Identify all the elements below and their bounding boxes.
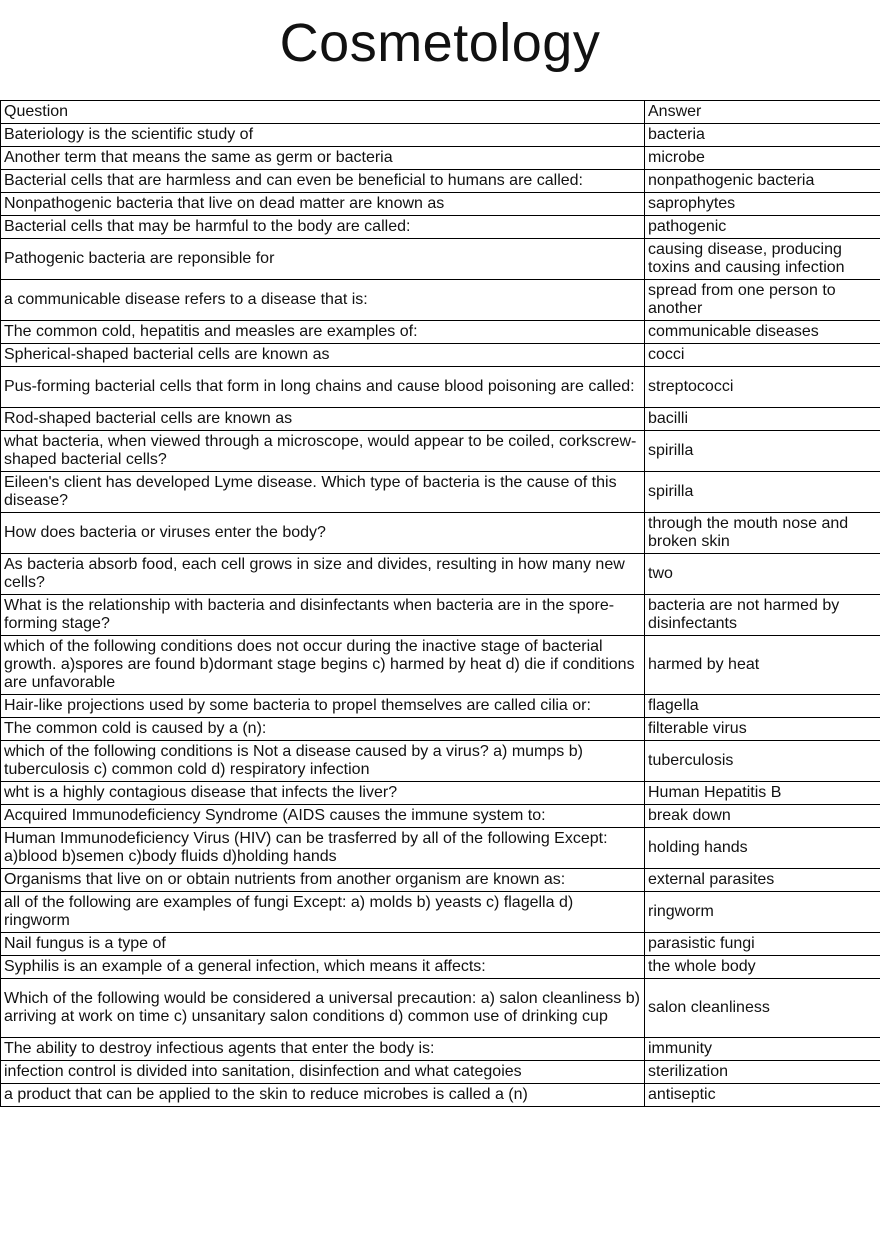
table-row [1, 431, 880, 472]
answer-cell: causing disease, producing toxins and causing infection [645, 239, 880, 280]
table-row [1, 513, 880, 554]
table-row [1, 933, 880, 956]
answer-cell: bacteria [645, 124, 880, 147]
table-row [1, 636, 880, 695]
question-cell: wht is a highly contagious disease that infects the liver? [1, 782, 645, 805]
answer-cell: parasistic fungi [645, 933, 880, 956]
table-row [1, 956, 880, 979]
question-cell: Spherical-shaped bacterial cells are known as [1, 344, 645, 367]
question-cell: As bacteria absorb food, each cell grows in size and divides, resulting in how many new cells? [1, 554, 645, 595]
question-cell: Acquired Immunodeficiency Syndrome (AIDS causes the immune system to: [1, 805, 645, 828]
table-row [1, 193, 880, 216]
page-title: Cosmetology [279, 13, 601, 73]
table-row [1, 554, 880, 595]
answer-cell: ringworm [645, 892, 880, 933]
answer-cell: through the mouth nose and broken skin [645, 513, 880, 554]
table-row [1, 805, 880, 828]
question-cell: Bacterial cells that may be harmful to the body are called: [1, 216, 645, 239]
answer-cell: cocci [645, 344, 880, 367]
question-cell: How does bacteria or viruses enter the body? [1, 513, 645, 554]
answer-cell: filterable virus [645, 718, 880, 741]
table-row [1, 718, 880, 741]
question-cell: Eileen's client has developed Lyme disease. Which type of bacteria is the cause of this disease? [1, 472, 645, 513]
table-row [1, 408, 880, 431]
question-cell: which of the following conditions does not occur during the inactive stage of bacterial growth. a)spores are found b)dormant stage begins c) harmed by heat d) die if conditions are unfavorable [1, 636, 645, 695]
table-row [1, 1038, 880, 1061]
table-row [1, 741, 880, 782]
question-cell: a product that can be applied to the skin to reduce microbes is called a (n) [1, 1084, 645, 1107]
header-answer: Answer [645, 101, 880, 124]
answer-cell: external parasites [645, 869, 880, 892]
table-row [1, 828, 880, 869]
answer-cell: immunity [645, 1038, 880, 1061]
answer-cell: Human Hepatitis B [645, 782, 880, 805]
answer-cell: holding hands [645, 828, 880, 869]
table-row [1, 979, 880, 1038]
answer-cell: antiseptic [645, 1084, 880, 1107]
answer-cell: sterilization [645, 1061, 880, 1084]
table-row [1, 147, 880, 170]
table-row [1, 170, 880, 193]
answer-cell: harmed by heat [645, 636, 880, 695]
question-cell: Pathogenic bacteria are reponsible for [1, 239, 645, 280]
answer-cell: microbe [645, 147, 880, 170]
header-question: Question [1, 101, 645, 124]
question-cell: Nail fungus is a type of [1, 933, 645, 956]
table-row [1, 869, 880, 892]
question-cell: The ability to destroy infectious agents that enter the body is: [1, 1038, 645, 1061]
question-cell: what bacteria, when viewed through a microscope, would appear to be coiled, corkscrew-shaped bacterial cells? [1, 431, 645, 472]
answer-cell: salon cleanliness [645, 979, 880, 1038]
table-row [1, 472, 880, 513]
question-cell: Organisms that live on or obtain nutrients from another organism are known as: [1, 869, 645, 892]
question-cell: infection control is divided into sanitation, disinfection and what categoies [1, 1061, 645, 1084]
question-cell: Syphilis is an example of a general infection, which means it affects: [1, 956, 645, 979]
answer-cell: tuberculosis [645, 741, 880, 782]
table-row [1, 344, 880, 367]
table-header-row [1, 101, 880, 124]
question-cell: all of the following are examples of fungi Except: a) molds b) yeasts c) flagella d) ringworm [1, 892, 645, 933]
table-row [1, 595, 880, 636]
question-cell: Hair-like projections used by some bacteria to propel themselves are called cilia or: [1, 695, 645, 718]
question-cell: Bateriology is the scientific study of [1, 124, 645, 147]
answer-cell: saprophytes [645, 193, 880, 216]
answer-cell: spirilla [645, 431, 880, 472]
table-row [1, 367, 880, 408]
question-cell: Human Immunodeficiency Virus (HIV) can be trasferred by all of the following Except: a)blood b)semen c)body fluids d)holding hands [1, 828, 645, 869]
answer-cell: bacilli [645, 408, 880, 431]
table-row [1, 1084, 880, 1107]
answer-cell: streptococci [645, 367, 880, 408]
question-cell: a communicable disease refers to a disease that is: [1, 280, 645, 321]
answer-cell: flagella [645, 695, 880, 718]
answer-cell: spirilla [645, 472, 880, 513]
question-cell: which of the following conditions is Not a disease caused by a virus? a) mumps b) tuberculosis c) common cold d) respiratory infection [1, 741, 645, 782]
answer-cell: spread from one person to another [645, 280, 880, 321]
answer-cell: two [645, 554, 880, 595]
table-row [1, 695, 880, 718]
question-cell: Bacterial cells that are harmless and can even be beneficial to humans are called: [1, 170, 645, 193]
table-row [1, 892, 880, 933]
table-row [1, 782, 880, 805]
question-cell: What is the relationship with bacteria and disinfectants when bacteria are in the spore-forming stage? [1, 595, 645, 636]
question-cell: Another term that means the same as germ or bacteria [1, 147, 645, 170]
table-row [1, 216, 880, 239]
answer-cell: break down [645, 805, 880, 828]
question-cell: Which of the following would be considered a universal precaution: a) salon cleanliness b) arriving at work on time c) unsanitary salon conditions d) common use of drinking cup [1, 979, 645, 1038]
table-row [1, 124, 880, 147]
answer-cell: the whole body [645, 956, 880, 979]
table-row [1, 280, 880, 321]
question-cell: The common cold, hepatitis and measles are examples of: [1, 321, 645, 344]
answer-cell: bacteria are not harmed by disinfectants [645, 595, 880, 636]
answer-cell: communicable diseases [645, 321, 880, 344]
question-cell: Rod-shaped bacterial cells are known as [1, 408, 645, 431]
table-row [1, 1061, 880, 1084]
question-cell: The common cold is caused by a (n): [1, 718, 645, 741]
answer-cell: nonpathogenic bacteria [645, 170, 880, 193]
answer-cell: pathogenic [645, 216, 880, 239]
question-cell: Pus-forming bacterial cells that form in long chains and cause blood poisoning are called: [1, 367, 645, 408]
table-row [1, 321, 880, 344]
qa-table [0, 100, 880, 1107]
question-cell: Nonpathogenic bacteria that live on dead matter are known as [1, 193, 645, 216]
table-row [1, 239, 880, 280]
